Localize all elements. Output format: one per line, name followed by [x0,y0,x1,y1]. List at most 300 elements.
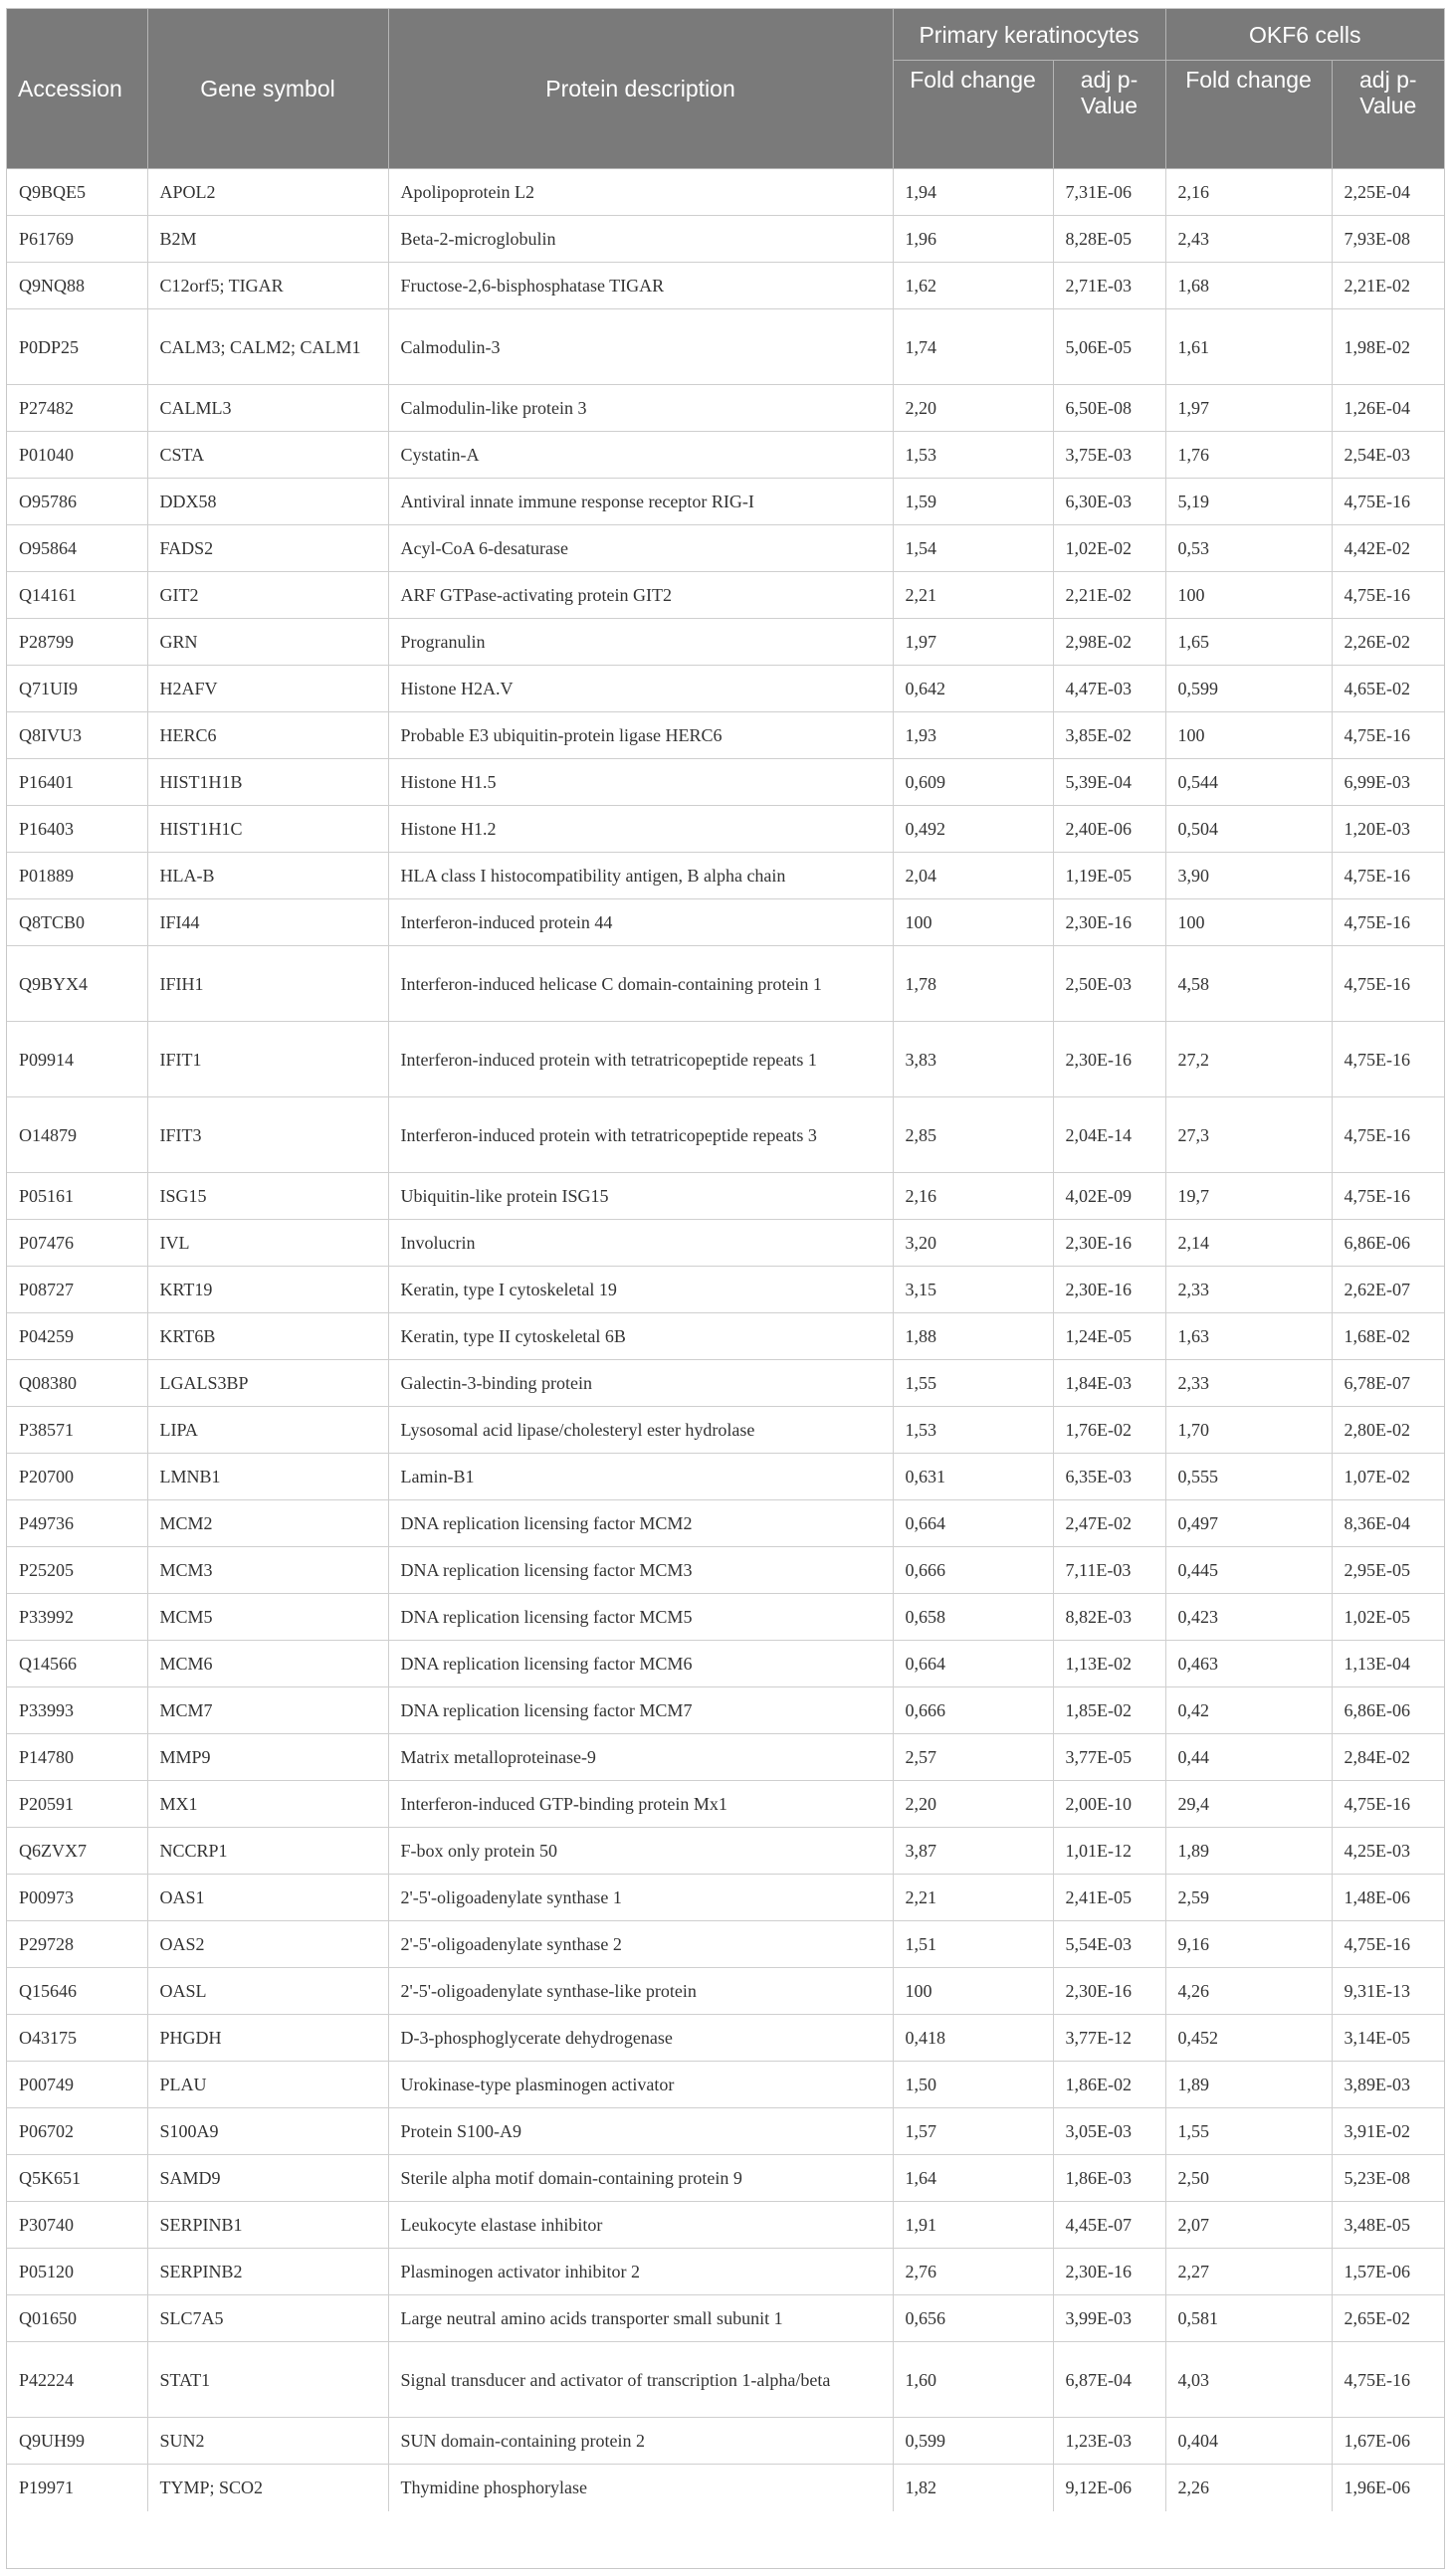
pk-fold-change-cell: 1,96 [893,216,1053,263]
pk-adj-p-value-cell: 2,71E-03 [1053,263,1165,309]
okf6-fold-change-cell: 2,50 [1165,2155,1332,2202]
table-row [7,946,1444,1022]
pk-adj-p-value-cell: 3,05E-03 [1053,2108,1165,2155]
accession-cell: Q14161 [7,572,147,619]
gene-symbol-cell: MCM6 [147,1641,388,1687]
protein-description-cell: Urokinase-type plasminogen activator [388,2062,893,2108]
table-row [7,1734,1444,1781]
pk-adj-p-value-cell: 5,06E-05 [1053,309,1165,385]
gene-symbol-cell: HIST1H1B [147,759,388,806]
accession-cell: Q71UI9 [7,666,147,712]
accession-cell: P0DP25 [7,309,147,385]
gene-symbol-cell: IFI44 [147,899,388,946]
pk-fold-change-cell: 1,53 [893,1407,1053,1454]
table-row [7,1500,1444,1547]
gene-symbol-cell: SUN2 [147,2418,388,2465]
pk-adj-p-value-cell: 7,31E-06 [1053,169,1165,216]
pk-adj-p-value-cell: 4,02E-09 [1053,1173,1165,1220]
table-row [7,1360,1444,1407]
accession-cell: Q01650 [7,2295,147,2342]
okf6-fold-change-cell: 29,4 [1165,1781,1332,1828]
protein-description-cell: Ubiquitin-like protein ISG15 [388,1173,893,1220]
pk-adj-p-value-cell: 2,50E-03 [1053,946,1165,1022]
okf6-fold-change-cell: 1,89 [1165,2062,1332,2108]
okf6-fold-change-cell: 2,43 [1165,216,1332,263]
table-row [7,572,1444,619]
pk-fold-change-cell: 0,656 [893,2295,1053,2342]
table-row [7,1022,1444,1097]
protein-description-cell: ARF GTPase-activating protein GIT2 [388,572,893,619]
protein-description-cell: Large neutral amino acids transporter small subunit 1 [388,2295,893,2342]
pk-adj-p-value-cell: 5,54E-03 [1053,1921,1165,1968]
gene-symbol-cell: PHGDH [147,2015,388,2062]
gene-symbol-cell: MCM7 [147,1687,388,1734]
gene-symbol-cell: SAMD9 [147,2155,388,2202]
pk-fold-change-cell: 100 [893,1968,1053,2015]
pk-fold-change-cell: 1,74 [893,309,1053,385]
okf6-fold-change-cell: 0,599 [1165,666,1332,712]
protein-description-cell: Acyl-CoA 6-desaturase [388,525,893,572]
pk-fold-change-cell: 0,599 [893,2418,1053,2465]
okf6-adj-p-value-cell: 1,02E-05 [1332,1594,1444,1641]
okf6-adj-p-value-cell: 2,62E-07 [1332,1267,1444,1313]
protein-description-cell: DNA replication licensing factor MCM2 [388,1500,893,1547]
table-row [7,1220,1444,1267]
okf6-fold-change-cell: 1,68 [1165,263,1332,309]
pk-fold-change-cell: 0,666 [893,1547,1053,1594]
gene-symbol-cell: IFIH1 [147,946,388,1022]
protein-description-cell: Apolipoprotein L2 [388,169,893,216]
protein-description-cell: DNA replication licensing factor MCM6 [388,1641,893,1687]
pk-adj-p-value-cell: 2,04E-14 [1053,1097,1165,1173]
gene-symbol-cell: MCM2 [147,1500,388,1547]
protein-description-cell: Interferon-induced helicase C domain-containing protein 1 [388,946,893,1022]
pk-adj-p-value-cell: 6,87E-04 [1053,2342,1165,2418]
okf6-fold-change-cell: 9,16 [1165,1921,1332,1968]
okf6-fold-change-cell: 0,53 [1165,525,1332,572]
okf6-adj-p-value-cell: 3,91E-02 [1332,2108,1444,2155]
okf6-adj-p-value-cell: 4,75E-16 [1332,1173,1444,1220]
header-okf6-cells: OKF6 cells [1165,9,1444,61]
gene-symbol-cell: DDX58 [147,479,388,525]
okf6-adj-p-value-cell: 1,67E-06 [1332,2418,1444,2465]
okf6-adj-p-value-cell: 2,80E-02 [1332,1407,1444,1454]
protein-description-cell: Interferon-induced protein with tetratricopeptide repeats 3 [388,1097,893,1173]
header-gene-symbol: Gene symbol [147,9,388,169]
pk-fold-change-cell: 1,62 [893,263,1053,309]
table-row [7,853,1444,899]
okf6-fold-change-cell: 1,61 [1165,309,1332,385]
table-row [7,2108,1444,2155]
table-row [7,1687,1444,1734]
pk-adj-p-value-cell: 2,30E-16 [1053,899,1165,946]
okf6-fold-change-cell: 1,97 [1165,385,1332,432]
pk-fold-change-cell: 1,59 [893,479,1053,525]
pk-fold-change-cell: 1,51 [893,1921,1053,1968]
gene-symbol-cell: OAS1 [147,1875,388,1921]
table-header [7,9,1444,169]
pk-fold-change-cell: 0,418 [893,2015,1053,2062]
gene-symbol-cell: NCCRP1 [147,1828,388,1875]
okf6-fold-change-cell: 5,19 [1165,479,1332,525]
okf6-fold-change-cell: 2,07 [1165,2202,1332,2249]
okf6-fold-change-cell: 0,404 [1165,2418,1332,2465]
pk-adj-p-value-cell: 1,84E-03 [1053,1360,1165,1407]
okf6-fold-change-cell: 1,89 [1165,1828,1332,1875]
pk-fold-change-cell: 3,15 [893,1267,1053,1313]
okf6-adj-p-value-cell: 2,54E-03 [1332,432,1444,479]
accession-cell: Q15646 [7,1968,147,2015]
gene-symbol-cell: MMP9 [147,1734,388,1781]
okf6-fold-change-cell: 0,42 [1165,1687,1332,1734]
pk-adj-p-value-cell: 6,50E-08 [1053,385,1165,432]
okf6-adj-p-value-cell: 7,93E-08 [1332,216,1444,263]
okf6-fold-change-cell: 27,2 [1165,1022,1332,1097]
table-row [7,1594,1444,1641]
pk-adj-p-value-cell: 1,02E-02 [1053,525,1165,572]
okf6-adj-p-value-cell: 4,75E-16 [1332,1022,1444,1097]
protein-description-cell: DNA replication licensing factor MCM7 [388,1687,893,1734]
pk-adj-p-value-cell: 1,13E-02 [1053,1641,1165,1687]
okf6-adj-p-value-cell: 1,57E-06 [1332,2249,1444,2295]
protein-description-cell: DNA replication licensing factor MCM3 [388,1547,893,1594]
pk-adj-p-value-cell: 2,21E-02 [1053,572,1165,619]
okf6-fold-change-cell: 19,7 [1165,1173,1332,1220]
accession-cell: P01040 [7,432,147,479]
table-row [7,263,1444,309]
accession-cell: Q9BQE5 [7,169,147,216]
accession-cell: P05161 [7,1173,147,1220]
gene-symbol-cell: IVL [147,1220,388,1267]
accession-cell: P29728 [7,1921,147,1968]
pk-adj-p-value-cell: 3,77E-05 [1053,1734,1165,1781]
gene-symbol-cell: HIST1H1C [147,806,388,853]
protein-description-cell: Involucrin [388,1220,893,1267]
okf6-adj-p-value-cell: 2,21E-02 [1332,263,1444,309]
protein-description-cell: Fructose-2,6-bisphosphatase TIGAR [388,263,893,309]
okf6-adj-p-value-cell: 6,78E-07 [1332,1360,1444,1407]
accession-cell: P08727 [7,1267,147,1313]
pk-adj-p-value-cell: 1,23E-03 [1053,2418,1165,2465]
protein-description-cell: Interferon-induced protein 44 [388,899,893,946]
gene-symbol-cell: OAS2 [147,1921,388,1968]
table-row [7,2202,1444,2249]
pk-fold-change-cell: 1,54 [893,525,1053,572]
okf6-fold-change-cell: 4,03 [1165,2342,1332,2418]
pk-fold-change-cell: 1,60 [893,2342,1053,2418]
okf6-fold-change-cell: 1,63 [1165,1313,1332,1360]
okf6-fold-change-cell: 0,463 [1165,1641,1332,1687]
pk-fold-change-cell: 0,492 [893,806,1053,853]
pk-adj-p-value-cell: 7,11E-03 [1053,1547,1165,1594]
pk-adj-p-value-cell: 6,35E-03 [1053,1454,1165,1500]
pk-fold-change-cell: 2,20 [893,385,1053,432]
pk-fold-change-cell: 3,20 [893,1220,1053,1267]
pk-fold-change-cell: 1,78 [893,946,1053,1022]
pk-adj-p-value-cell: 2,30E-16 [1053,1022,1165,1097]
okf6-adj-p-value-cell: 3,14E-05 [1332,2015,1444,2062]
gene-symbol-cell: HLA-B [147,853,388,899]
table-row [7,385,1444,432]
pk-adj-p-value-cell: 1,86E-02 [1053,2062,1165,2108]
protein-description-cell: Calmodulin-3 [388,309,893,385]
table-row [7,1454,1444,1500]
protein-description-cell: Histone H2A.V [388,666,893,712]
table-row [7,1921,1444,1968]
okf6-fold-change-cell: 2,27 [1165,2249,1332,2295]
pk-fold-change-cell: 2,85 [893,1097,1053,1173]
pk-fold-change-cell: 1,50 [893,2062,1053,2108]
accession-cell: P14780 [7,1734,147,1781]
table-row [7,2155,1444,2202]
protein-description-cell: Signal transducer and activator of transcription 1-alpha/beta [388,2342,893,2418]
gene-symbol-cell: APOL2 [147,169,388,216]
okf6-fold-change-cell: 0,581 [1165,2295,1332,2342]
gene-symbol-cell: SLC7A5 [147,2295,388,2342]
gene-symbol-cell: IFIT1 [147,1022,388,1097]
pk-adj-p-value-cell: 4,47E-03 [1053,666,1165,712]
okf6-adj-p-value-cell: 4,65E-02 [1332,666,1444,712]
gene-symbol-cell: B2M [147,216,388,263]
okf6-adj-p-value-cell: 1,07E-02 [1332,1454,1444,1500]
table-row [7,2295,1444,2342]
accession-cell: Q6ZVX7 [7,1828,147,1875]
okf6-fold-change-cell: 4,58 [1165,946,1332,1022]
gene-symbol-cell: CSTA [147,432,388,479]
table-row [7,759,1444,806]
protein-description-cell: Interferon-induced GTP-binding protein Mx1 [388,1781,893,1828]
okf6-fold-change-cell: 2,33 [1165,1360,1332,1407]
accession-cell: P01889 [7,853,147,899]
gene-symbol-cell: MCM5 [147,1594,388,1641]
pk-fold-change-cell: 1,93 [893,712,1053,759]
pk-fold-change-cell: 1,97 [893,619,1053,666]
protein-description-cell: DNA replication licensing factor MCM5 [388,1594,893,1641]
accession-cell: O43175 [7,2015,147,2062]
table-row [7,2418,1444,2465]
protein-description-cell: Antiviral innate immune response receptor RIG-I [388,479,893,525]
protein-description-cell: Plasminogen activator inhibitor 2 [388,2249,893,2295]
pk-adj-p-value-cell: 2,47E-02 [1053,1500,1165,1547]
table-row [7,806,1444,853]
accession-cell: Q9UH99 [7,2418,147,2465]
table-row [7,712,1444,759]
gene-symbol-cell: TYMP; SCO2 [147,2465,388,2511]
accession-cell: P00973 [7,1875,147,1921]
protein-description-cell: Cystatin-A [388,432,893,479]
pk-fold-change-cell: 1,64 [893,2155,1053,2202]
table-row [7,309,1444,385]
okf6-adj-p-value-cell: 4,75E-16 [1332,2342,1444,2418]
table-row [7,216,1444,263]
okf6-adj-p-value-cell: 4,75E-16 [1332,1097,1444,1173]
okf6-fold-change-cell: 0,445 [1165,1547,1332,1594]
accession-cell: P49736 [7,1500,147,1547]
okf6-fold-change-cell: 4,26 [1165,1968,1332,2015]
pk-fold-change-cell: 3,83 [893,1022,1053,1097]
table-row [7,1173,1444,1220]
protein-description-cell: Matrix metalloproteinase-9 [388,1734,893,1781]
protein-description-cell: Histone H1.2 [388,806,893,853]
pk-fold-change-cell: 2,04 [893,853,1053,899]
protein-description-cell: Galectin-3-binding protein [388,1360,893,1407]
pk-adj-p-value-cell: 2,30E-16 [1053,1267,1165,1313]
okf6-adj-p-value-cell: 3,89E-03 [1332,2062,1444,2108]
accession-cell: Q08380 [7,1360,147,1407]
pk-fold-change-cell: 1,82 [893,2465,1053,2511]
pk-fold-change-cell: 0,664 [893,1500,1053,1547]
pk-adj-p-value-cell: 5,39E-04 [1053,759,1165,806]
gene-symbol-cell: C12orf5; TIGAR [147,263,388,309]
pk-fold-change-cell: 1,55 [893,1360,1053,1407]
pk-fold-change-cell: 1,57 [893,2108,1053,2155]
accession-cell: Q14566 [7,1641,147,1687]
okf6-fold-change-cell: 0,497 [1165,1500,1332,1547]
pk-adj-p-value-cell: 2,98E-02 [1053,619,1165,666]
okf6-adj-p-value-cell: 6,86E-06 [1332,1687,1444,1734]
protein-description-cell: Probable E3 ubiquitin-protein ligase HERC6 [388,712,893,759]
protein-description-cell: Protein S100-A9 [388,2108,893,2155]
okf6-adj-p-value-cell: 2,25E-04 [1332,169,1444,216]
okf6-adj-p-value-cell: 2,65E-02 [1332,2295,1444,2342]
pk-fold-change-cell: 2,16 [893,1173,1053,1220]
okf6-adj-p-value-cell: 6,99E-03 [1332,759,1444,806]
pk-fold-change-cell: 0,664 [893,1641,1053,1687]
okf6-adj-p-value-cell: 8,36E-04 [1332,1500,1444,1547]
protein-description-cell: F-box only protein 50 [388,1828,893,1875]
okf6-adj-p-value-cell: 5,23E-08 [1332,2155,1444,2202]
accession-cell: P16401 [7,759,147,806]
protein-description-cell: D-3-phosphoglycerate dehydrogenase [388,2015,893,2062]
okf6-fold-change-cell: 1,70 [1165,1407,1332,1454]
accession-cell: P19971 [7,2465,147,2511]
pk-fold-change-cell: 2,21 [893,1875,1053,1921]
okf6-fold-change-cell: 100 [1165,899,1332,946]
pk-adj-p-value-cell: 8,28E-05 [1053,216,1165,263]
protein-description-cell: Interferon-induced protein with tetratricopeptide repeats 1 [388,1022,893,1097]
okf6-fold-change-cell: 0,504 [1165,806,1332,853]
okf6-adj-p-value-cell: 4,75E-16 [1332,1781,1444,1828]
gene-symbol-cell: S100A9 [147,2108,388,2155]
pk-fold-change-cell: 1,88 [893,1313,1053,1360]
table-row [7,2015,1444,2062]
okf6-adj-p-value-cell: 1,96E-06 [1344,2477,1410,2498]
okf6-fold-change-cell: 2,16 [1165,169,1332,216]
gene-symbol-cell: LMNB1 [147,1454,388,1500]
pk-adj-p-value-cell: 2,30E-16 [1053,1968,1165,2015]
okf6-adj-p-value-cell: 4,25E-03 [1332,1828,1444,1875]
pk-adj-p-value-cell: 1,85E-02 [1053,1687,1165,1734]
table-row [7,2249,1444,2295]
pk-fold-change-cell: 0,642 [893,666,1053,712]
gene-symbol-cell: HERC6 [147,712,388,759]
okf6-fold-change-cell: 3,90 [1165,853,1332,899]
okf6-adj-p-value-cell: 4,75E-16 [1332,712,1444,759]
accession-cell: Q9BYX4 [7,946,147,1022]
okf6-adj-p-value-cell: 6,86E-06 [1332,1220,1444,1267]
pk-adj-p-value-cell: 6,30E-03 [1053,479,1165,525]
accession-cell: P27482 [7,385,147,432]
gene-symbol-cell: FADS2 [147,525,388,572]
accession-cell: O95786 [7,479,147,525]
header-okf6-fold-change: Fold change [1165,61,1332,169]
header-protein-description: Protein description [388,9,893,169]
pk-adj-p-value-cell: 3,77E-12 [1053,2015,1165,2062]
gene-symbol-cell: CALM3; CALM2; CALM1 [147,309,388,385]
pk-adj-p-value-cell: 1,19E-05 [1053,853,1165,899]
pk-fold-change-cell: 0,658 [893,1594,1053,1641]
pk-adj-p-value-cell: 4,45E-07 [1053,2202,1165,2249]
okf6-fold-change-cell: 2,26 [1165,2465,1332,2511]
okf6-fold-change-cell: 2,59 [1165,1875,1332,1921]
protein-description-cell: 2'-5'-oligoadenylate synthase 1 [388,1875,893,1921]
protein-description-cell: Thymidine phosphorylase [388,2465,893,2511]
pk-adj-p-value-cell: 3,99E-03 [1053,2295,1165,2342]
protein-description-cell: Sterile alpha motif domain-containing protein 9 [388,2155,893,2202]
table-row [7,1828,1444,1875]
okf6-adj-p-value-cell: 4,75E-16 [1332,899,1444,946]
okf6-adj-p-value-cell: 1,98E-02 [1332,309,1444,385]
table-row [7,169,1444,216]
pk-fold-change-cell: 2,20 [893,1781,1053,1828]
pk-adj-p-value-cell: 1,24E-05 [1053,1313,1165,1360]
pk-adj-p-value-cell: 8,82E-03 [1053,1594,1165,1641]
pk-adj-p-value-cell: 2,41E-05 [1053,1875,1165,1921]
okf6-adj-p-value-cell: 3,48E-05 [1332,2202,1444,2249]
okf6-adj-p-value-cell: 4,75E-16 [1332,479,1444,525]
gene-symbol-cell: PLAU [147,2062,388,2108]
table-row [7,479,1444,525]
okf6-fold-change-cell: 2,14 [1165,1220,1332,1267]
accession-cell: P61769 [7,216,147,263]
accession-cell: P05120 [7,2249,147,2295]
accession-cell: P20591 [7,1781,147,1828]
pk-fold-change-cell: 0,609 [893,759,1053,806]
pk-fold-change-cell: 2,57 [893,1734,1053,1781]
table-row [7,666,1444,712]
gene-symbol-cell: SERPINB2 [147,2249,388,2295]
okf6-fold-change-cell: 0,544 [1165,759,1332,806]
protein-description-cell: 2'-5'-oligoadenylate synthase 2 [388,1921,893,1968]
gene-symbol-cell: SERPINB1 [147,2202,388,2249]
protein-table [7,9,1444,2511]
okf6-fold-change-cell: 0,423 [1165,1594,1332,1641]
table-row [7,1968,1444,2015]
accession-cell: Q5K651 [7,2155,147,2202]
pk-adj-p-value-cell: 9,12E-06 [1053,2465,1165,2511]
gene-symbol-cell: GIT2 [147,572,388,619]
table-row [7,432,1444,479]
okf6-fold-change-cell: 1,76 [1165,432,1332,479]
table-row [7,1313,1444,1360]
protein-description-cell: Beta-2-microglobulin [388,216,893,263]
okf6-adj-p-value-cell: 2,95E-05 [1332,1547,1444,1594]
table-body [7,169,1444,2511]
accession-cell: P04259 [7,1313,147,1360]
pk-adj-p-value-cell: 3,75E-03 [1053,432,1165,479]
table-row [7,525,1444,572]
accession-cell: P33993 [7,1687,147,1734]
header-okf6-adj-p-value: adj p-Value [1332,61,1444,169]
accession-cell: Q8TCB0 [7,899,147,946]
okf6-adj-p-value-cell: 1,48E-06 [1332,1875,1444,1921]
okf6-fold-change-cell: 1,65 [1165,619,1332,666]
protein-description-cell: Lamin-B1 [388,1454,893,1500]
okf6-adj-p-value-cell: 4,42E-02 [1332,525,1444,572]
pk-adj-p-value-cell: 2,30E-16 [1053,1220,1165,1267]
header-pk-adj-p-value: adj p-Value [1053,61,1165,169]
protein-description-cell: Calmodulin-like protein 3 [388,385,893,432]
